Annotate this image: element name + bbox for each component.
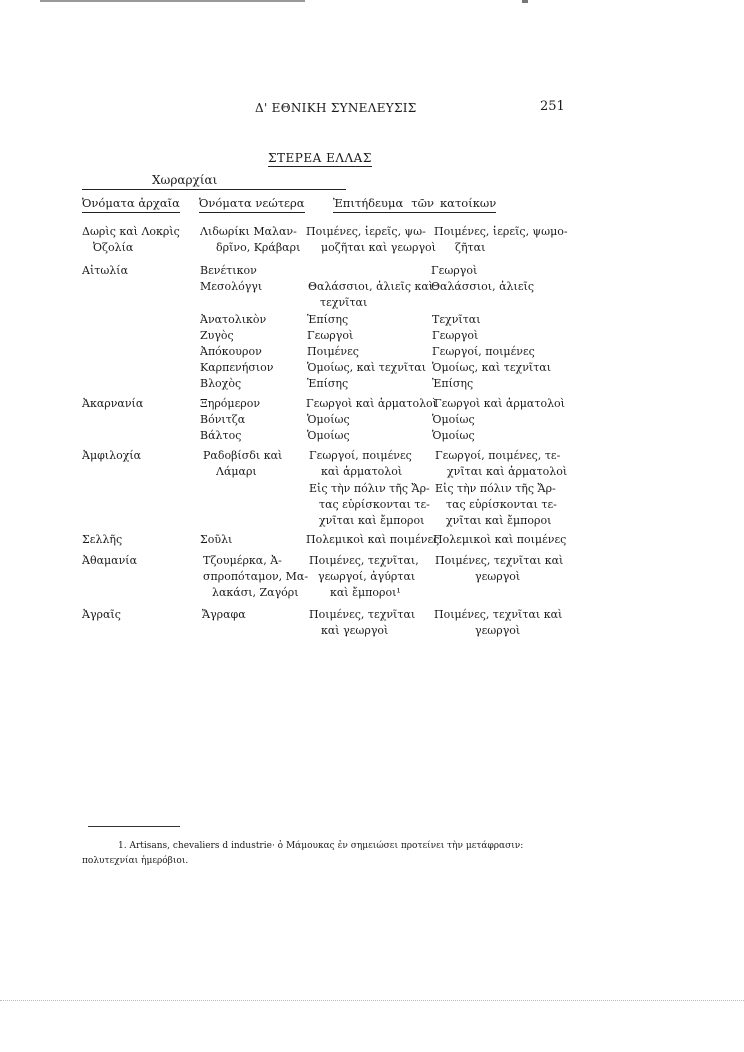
cell-occupation-a: Εἰς τὴν πόλιν τῆς Ἄρ- (309, 482, 430, 495)
cell-modern: Ἄγραφα (202, 608, 246, 621)
cell-occupation-a: Ὁμοίως (307, 413, 350, 426)
cell-modern: Λιδωρίκι Μαλαν- (200, 225, 297, 238)
cell-occupation-a: τας εὑρίσκονται τε- (319, 498, 430, 511)
cell-occupation-a: Πολεμικοὶ καὶ ποιμένες (306, 533, 440, 546)
cell-modern: Σοῦλι (200, 533, 233, 546)
cell-ancient: Ἀγραῖς (82, 608, 121, 621)
cell-occupation-b: χνῖται καὶ ἔμποροι (446, 514, 552, 527)
cell-modern: σπροπόταμον, Μα- (203, 570, 309, 583)
cell-occupation-b: Γεωργοὶ (432, 329, 479, 342)
cell-occupation-b: Γεωργοί, ποιμένες, τε- (435, 449, 561, 462)
footnote-line: 1. Artisans, chevaliers d industrie· ὁ Μάμουκας ἐν σημειώσει προτείνει τὴν μετάφρασιν: (118, 841, 524, 851)
section-title: ΣΤΕΡΕΑ ΕΛΛΑΣ (268, 151, 372, 165)
cell-modern: Βενέτικον (200, 264, 257, 277)
cell-occupation-a: Θαλάσσιοι, ἁλιεῖς καὶ (308, 280, 434, 293)
cell-occupation-a: τεχνῖται (320, 296, 368, 309)
column-group-heading: Χωραρχίαι (152, 173, 218, 187)
cell-occupation-b: Γεωργοί, ποιμένες (432, 345, 535, 358)
cell-occupation-b: γεωργοὶ (475, 624, 521, 637)
column-header-occupations: Ἐπιτήδευμα τῶν κατοίκων (333, 196, 497, 210)
cell-modern: Ξηρόμερον (200, 397, 261, 410)
cell-ancient: Δωρὶς καὶ Λοκρὶς (82, 225, 180, 238)
cell-ancient: Ἀθαμανία (82, 554, 137, 567)
cell-occupation-b: Ὁμοίως, καὶ τεχνῖται (432, 361, 552, 374)
cell-occupation-a: Ὁμοίως (307, 429, 350, 442)
cell-occupation-b: Τεχνῖται (432, 313, 481, 326)
cell-occupation-a: Ποιμένες, τεχνῖται, (309, 554, 419, 567)
cell-ancient: Σελλῆς (82, 533, 123, 546)
cell-occupation-a: καὶ γεωργοὶ (321, 624, 389, 637)
cell-modern: Καρπενήσιον (200, 361, 274, 374)
cell-occupation-b: Ἐπίσης (432, 377, 474, 390)
cell-modern: Βάλτος (200, 429, 242, 442)
cell-modern: λακάσι, Ζαγόρι (212, 586, 299, 599)
cell-modern: Λάμαρι (216, 465, 257, 478)
cell-occupation-a: καὶ ἁρματολοὶ (321, 465, 403, 478)
cell-occupation-a: Ποιμένες, τεχνῖται (309, 608, 416, 621)
cell-occupation-a: Γεωργοὶ καὶ ἁρματολοὶ (306, 397, 437, 410)
footnote-line: πολυτεχνίαι ἡμερόβιοι. (82, 856, 189, 866)
cell-modern: Τζουμέρκα, Ἀ- (203, 554, 282, 567)
cell-occupation-b: γεωργοὶ (475, 570, 521, 583)
cell-occupation-b: Πολεμικοὶ καὶ ποιμένες (433, 533, 567, 546)
cell-occupation-b: Εἰς τὴν πόλιν τῆς Ἄρ- (435, 482, 556, 495)
cell-modern: Βόνιτζα (200, 413, 246, 426)
cell-occupation-b: Ὁμοίως (432, 413, 475, 426)
cell-ancient: Αἰτωλία (82, 264, 129, 277)
cell-occupation-b: Ποιμένες, ἱερεῖς, ψωμο- (434, 225, 568, 238)
cell-modern: Μεσολόγγι (200, 280, 263, 293)
cell-occupation-a: Ἐπίσης (307, 377, 349, 390)
scan-mark (40, 0, 305, 2)
scan-mark (0, 1000, 744, 1002)
cell-occupation-a: Ὁμοίως, καὶ τεχνῖται (307, 361, 427, 374)
cell-ancient: Ὀζολία (93, 241, 134, 254)
cell-occupation-a: Ποιμένες, ἱερεῖς, ψω- (306, 225, 426, 238)
column-header-ancient-names: Ὀνόματα ἀρχαῖα (82, 196, 180, 210)
page-number: 251 (540, 99, 565, 114)
cell-occupation-a: Ποιμένες (307, 345, 359, 358)
cell-occupation-a: γεωργοί, ἀγύρται (318, 570, 416, 583)
cell-occupation-a: Γεωργοί, ποιμένες (309, 449, 412, 462)
cell-occupation-b: Ποιμένες, τεχνῖται καὶ (434, 608, 563, 621)
scan-mark (522, 0, 528, 3)
cell-ancient: Ἀκαρνανία (82, 397, 144, 410)
cell-modern: Ἀνατολικὸν (200, 313, 267, 326)
cell-ancient: Ἀμφιλοχία (82, 449, 142, 462)
cell-occupation-b: ζῆται (455, 241, 486, 254)
cell-occupation-a: Ἐπίσης (307, 313, 349, 326)
cell-modern: δρῖνο, Κράβαρι (216, 241, 301, 254)
cell-modern: Ἀπόκουρον (200, 345, 262, 358)
cell-occupation-a: μοζῆται καὶ γεωργοὶ (321, 241, 436, 254)
cell-occupation-b: Γεωργοὶ (431, 264, 478, 277)
cell-modern: Ζυγὸς (200, 329, 234, 342)
cell-occupation-a: χνῖται καὶ ἔμποροι (319, 514, 425, 527)
cell-modern: Βλοχὸς (200, 377, 242, 390)
cell-occupation-b: Θαλάσσιοι, ἁλιεῖς (431, 280, 534, 293)
cell-occupation-b: Γεωργοὶ καὶ ἁρματολοὶ (434, 397, 565, 410)
cell-modern: Ραδοβίσδι καὶ (203, 449, 283, 462)
cell-occupation-b: χνῖται καὶ ἁρματολοὶ (447, 465, 568, 478)
footnote-rule (88, 826, 180, 827)
cell-occupation-b: τας εὑρίσκονται τε- (446, 498, 557, 511)
cell-occupation-a: καὶ ἔμποροι¹ (330, 586, 401, 599)
cell-occupation-b: Ποιμένες, τεχνῖται καὶ (435, 554, 564, 567)
cell-occupation-a: Γεωργοὶ (307, 329, 354, 342)
cell-occupation-b: Ὁμοίως (432, 429, 475, 442)
column-header-modern-names: Ὀνόματα νεώτερα (199, 196, 305, 210)
running-header: Δ' ΕΘΝΙΚΗ ΣΥΝΕΛΕΥΣΙΣ (255, 101, 417, 115)
